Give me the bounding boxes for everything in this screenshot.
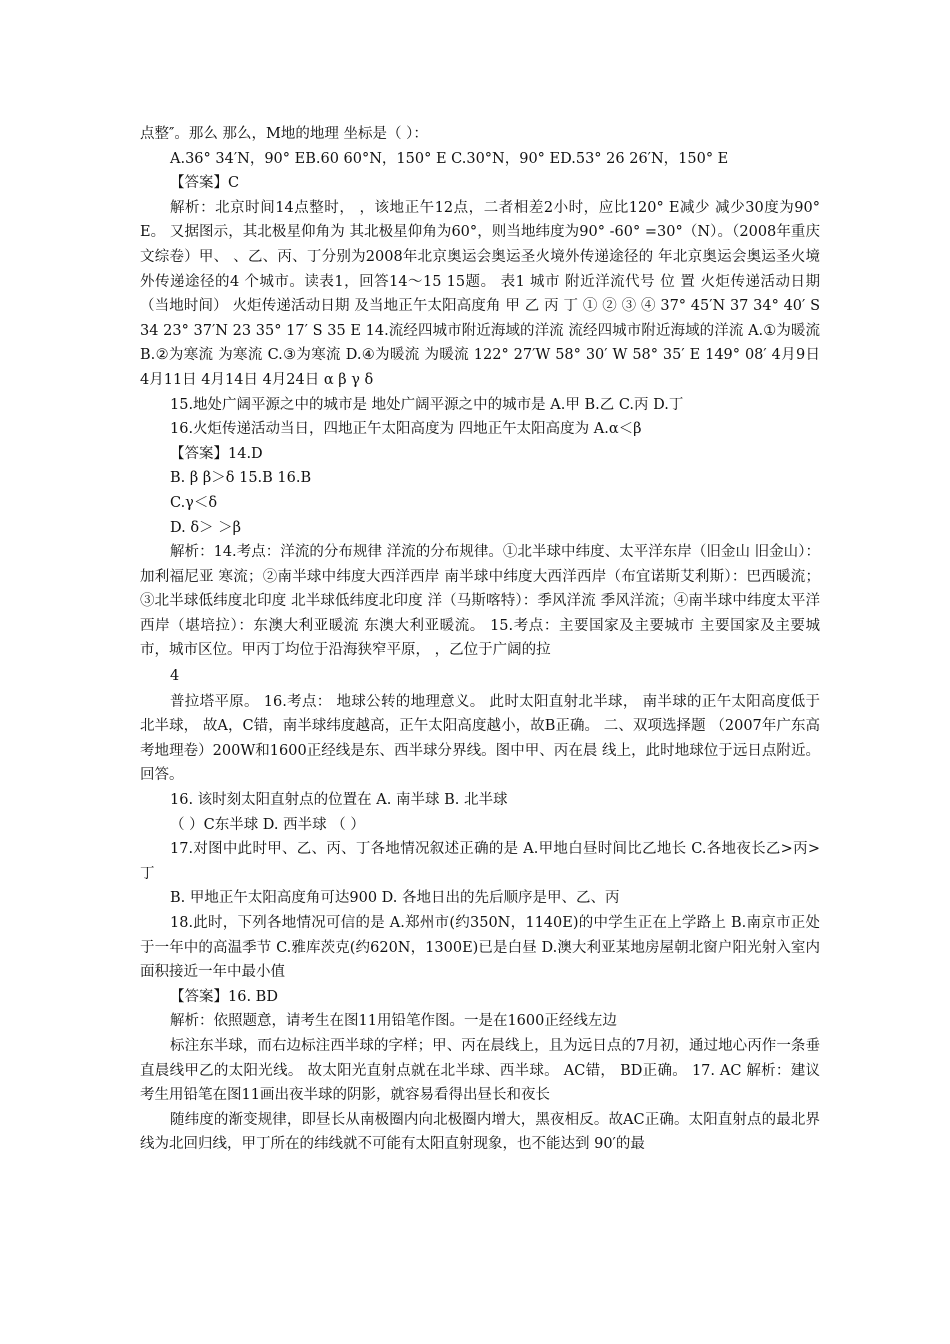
paragraph: 解析：北京时间14点整时， ，该地正午12点，二者相差2小时，应比120° E减少 减少30度为90° E。 又据图示，其北极星仰角为 其北极星仰角为60°，则当地纬度为90° -60° =30°（N）。（2008年重庆文综卷）甲、 、乙、丙、丁分别为2008年北京奥运会奥运圣火境外传递途径的 年北京奥运会奥运圣火境外传递途径的4 个城市。读表1，回答14～15 15题。 表1 城市 附近洋流代号 位 置 火炬传递活动日期（当地时间） 火炬传递活动日期 及当地正午太阳高度角 甲 乙 丙 丁 ① ② ③ ④ 37° 45′N 37 34° 40′ S 34 23° 37′N 23 35° 17′ S 35 E 14.流经四城市附近海域的洋流 流经四城市附近海域的洋流 A.①为暖流 B.②为寒流 为寒流 C.③为寒流 D.④为暖流 为暖流 122° 27′W 58° 30′ W 58° 35′ E 149° 08′ 4月9日 4月11日 4月14日 4月24日 α β γ δ	[140, 199, 820, 388]
paragraph: 解析：依照题意，请考生在图11用铅笔作图。一是在1600正经线左边	[170, 1013, 617, 1030]
answer-option: C.γ＜δ	[170, 494, 218, 511]
answer-option: D. δ＞ ＞β	[170, 519, 242, 536]
paragraph: 标注东半球，而右边标注西半球的字样；甲、丙在晨线上，且为远日点的7月初，通过地心丙作一条垂直晨线甲乙的太阳光线。 故太阳光直射点就在北半球、西半球。 AC错， BD正确。 17. AC 解析：建议考生用铅笔在图11画出夜半球的阴影，就容易看得出昼长和夜长	[140, 1037, 820, 1104]
question: 17.对图中此时甲、乙、丙、丁各地情况叙述正确的是 A.甲地白昼时间比乙地长 C.各地夜长乙>丙>丁	[140, 841, 820, 882]
answer-label: 【答案】14.D	[170, 445, 263, 462]
answer-label: 【答案】16. BD	[170, 988, 278, 1005]
question: 15.地处广阔平源之中的城市是 地处广阔平源之中的城市是 A.甲 B.乙 C.丙 D.丁	[170, 396, 684, 413]
paragraph: 普拉塔平原。 16.考点： 地球公转的地理意义。 此时太阳直射北半球， 南半球的正午太阳高度低于北半球， 故A，C错，南半球纬度越高，正午太阳高度越小，故B正确。 二、双项选择题 （2007年广东高考地理卷）200W和1600正经线是东、西半球分界线。图中甲、丙在晨 线上，此时地球位于远日点附近。回答。	[140, 693, 820, 784]
answer-label: 【答案】C	[170, 175, 240, 192]
paragraph: 点整″。那么 那么，M地的地理 坐标是（ ）：	[140, 126, 428, 142]
paragraph: 解析：14.考点：洋流的分布规律 洋流的分布规律。①北半球中纬度、太平洋东岸（旧金山 旧金山）：加利福尼亚 寒流；②南半球中纬度大西洋西岸 南半球中纬度大西洋西岸（布宜诺斯艾利斯）：巴西暖流；③北半球低纬度北印度 北半球低纬度北印度 洋（马斯喀特）：季风洋流 季风洋流；④南半球中纬度太平洋西岸（堪培拉）：东澳大利亚暖流 东澳大利亚暖流。 15.考点：主要国家及主要城市 主要国家及主要城市，城市区位。甲丙丁均位于沿海狭窄平原， ，乙位于广阔的拉	[140, 544, 820, 659]
answer-option: B. β β＞δ 15.B 16.B	[170, 470, 312, 487]
question: 16. 该时刻太阳直射点的位置在 A. 南半球 B. 北半球	[170, 792, 508, 809]
question-options: B. 甲地正午太阳高度角可达900 D. 各地日出的先后顺序是甲、乙、丙	[170, 890, 620, 907]
document-page	[140, 122, 820, 1157]
page-number: 4	[170, 668, 180, 685]
question: 16.火炬传递活动当日，四地正午太阳高度为 四地正午太阳高度为 A.α＜β	[170, 421, 642, 438]
question-options: （ ）C东半球 D. 西半球 （ ）	[170, 816, 365, 833]
answer-options: A.36° 34′N，90° EB.60 60°N，150° E C.30°N，90° ED.53° 26 26′N，150° E	[170, 150, 729, 167]
question: 18.此时，下列各地情况可信的是 A.郑州市(约350N，1140E)的中学生正在上学路上 B.南京市正处于一年中的高温季节 C.雅库茨克(约620N，1300E)已是白昼 D.澳大利亚某地房屋朝北窗户阳光射入室内面积接近一年中最小值	[140, 915, 820, 981]
paragraph: 随纬度的渐变规律，即昼长从南极圈内向北极圈内增大，黑夜相反。故AC正确。太阳直射点的最北界线为北回归线，甲丁所在的纬线就不可能有太阳直射现象，也不能达到 90′的最	[140, 1111, 820, 1153]
